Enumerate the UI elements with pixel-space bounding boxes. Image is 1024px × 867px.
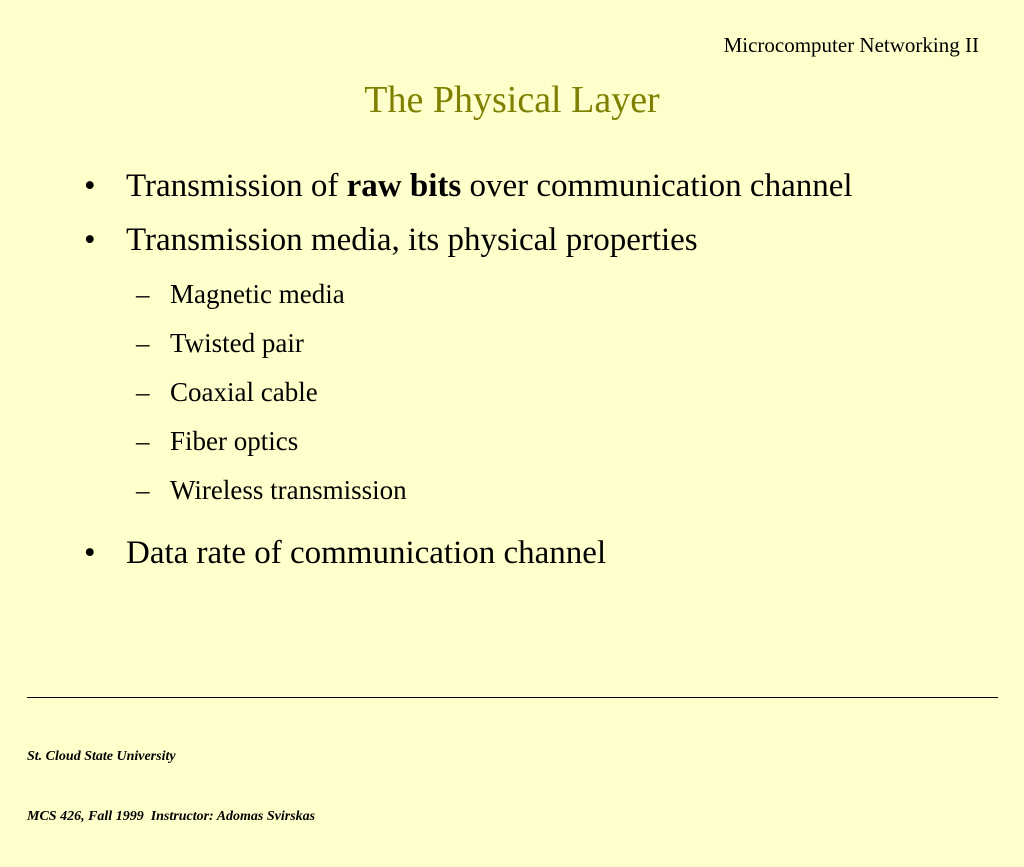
footer-course-info: MCS 426, Fall 1999 Instructor: Adomas Svirskas [27, 809, 316, 824]
sub-bullet-list [84, 270, 944, 515]
sub-bullet-item [84, 270, 944, 319]
sub-bullet-item [84, 466, 944, 515]
slide-title: The Physical Layer [364, 79, 660, 121]
sub-bullet-item [84, 417, 944, 466]
bullet-text-bold: raw bits [346, 168, 462, 204]
sub-bullet-text: Fiber optics [170, 426, 299, 456]
bullet-marker: • [84, 168, 96, 204]
sub-bullet-text: Wireless transmission [170, 475, 407, 505]
sub-bullet-marker: – [136, 475, 150, 505]
sub-bullet-item [84, 368, 944, 417]
slide-content [84, 162, 944, 583]
bullet-text-suffix: over communication channel [461, 168, 853, 204]
footer-divider [27, 697, 998, 698]
bullet-item-2 [84, 216, 944, 264]
bullet-text: Transmission media, its physical properties [126, 222, 698, 258]
bullet-item-3 [84, 529, 944, 577]
bullet-text-prefix: Transmission of [126, 168, 347, 204]
bullet-item-1 [84, 162, 944, 210]
bullet-marker: • [84, 222, 96, 258]
sub-bullet-text: Coaxial cable [170, 377, 318, 407]
sub-bullet-marker: – [136, 377, 150, 407]
sub-bullet-marker: – [136, 426, 150, 456]
sub-bullet-marker: – [136, 279, 150, 309]
footer-university: St. Cloud State University [27, 749, 176, 764]
sub-bullet-text: Twisted pair [170, 328, 304, 358]
bullet-marker: • [84, 535, 96, 571]
sub-bullet-text: Magnetic media [170, 279, 345, 309]
bullet-text: Data rate of communication channel [126, 535, 607, 571]
sub-bullet-marker: – [136, 328, 150, 358]
course-header: Microcomputer Networking II [723, 33, 979, 57]
slide-footer [27, 707, 315, 867]
sub-bullet-item [84, 319, 944, 368]
